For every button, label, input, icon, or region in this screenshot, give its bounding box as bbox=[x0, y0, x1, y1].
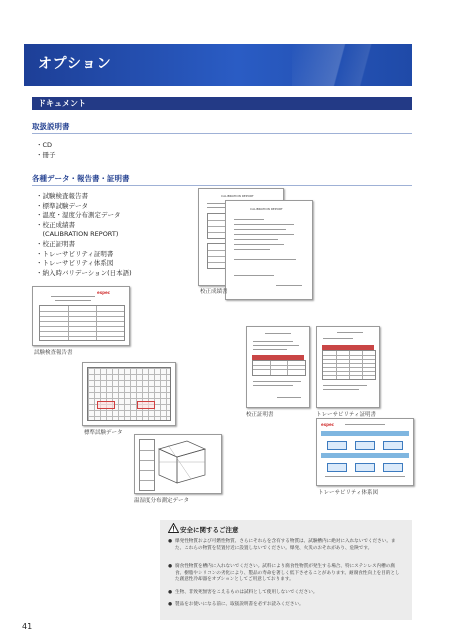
caption-inspection-report: 試験検査報告書 bbox=[34, 350, 73, 356]
reports-list bbox=[36, 192, 132, 278]
reports-heading-rule bbox=[32, 185, 412, 186]
section-bar bbox=[32, 97, 412, 110]
notice-item-text: 生物、非致死無害をこえるものは試料として使用しないでください。 bbox=[175, 590, 318, 595]
notice-item: ● 腐食性物質を槽内に入れないでください。試料により腐食性物質が発生する場合、特にステンレス内槽の腐食、樹脂やシリコンの劣化により、製品の寿命を著しく低下させることがあります。耐腐食性向上を目的とした創意性冷却器をオプションとしてご用意しております。 bbox=[168, 564, 404, 584]
safety-notice bbox=[160, 520, 412, 620]
list-item: ・温度・湿度分布測定データ bbox=[36, 211, 121, 220]
standard-test-data-doc bbox=[82, 362, 176, 426]
page-number: 41 bbox=[22, 622, 33, 631]
page-header-banner bbox=[24, 44, 412, 86]
test-data-graph bbox=[87, 367, 171, 421]
caption-standard-test-data-visible: 標準試験データ bbox=[84, 430, 123, 436]
manual-list bbox=[36, 141, 56, 160]
notice-item: ● 爆発性物質および可燃性物質、さらにそれらを含有する物質は、試験槽内に絶対に入れないでください。また、これらの物質を装置付近に設置しないでください。爆発、火災のおそれがあり、危険です。 bbox=[168, 539, 404, 552]
reports-heading: 各種データ・報告書・証明書 bbox=[32, 174, 130, 183]
list-item: ・冊子 bbox=[36, 150, 56, 159]
list-item: ・標準試験データ bbox=[36, 201, 88, 210]
list-item: ・校正成績書 bbox=[36, 220, 75, 229]
calibration-report-page-front bbox=[225, 200, 313, 300]
safety-notice-title: 安全に関するご注意 bbox=[180, 526, 239, 534]
traceability-chart-doc bbox=[316, 418, 414, 486]
inspection-report-doc bbox=[32, 286, 130, 346]
traceability-certificate-doc bbox=[316, 326, 380, 408]
caption-distribution-data: 温湿度分布測定データ bbox=[134, 498, 190, 504]
notice-item-text: 爆発性物質および可燃性物質、さらにそれらを含有する物質は、試験槽内に絶対に入れないでください。また、これらの物質を装置付近に設置しないでください。爆発、火災のおそれがあり、危険です。 bbox=[175, 539, 396, 551]
calibration-report-title: CALIBRATION REPORT bbox=[250, 207, 283, 211]
section-title: ドキュメント bbox=[38, 99, 86, 108]
manual-heading-rule bbox=[32, 133, 412, 134]
list-item: ・納入時バリデーション(日本語) bbox=[36, 268, 132, 277]
banner-decoration bbox=[292, 44, 412, 86]
calibration-certificate-doc bbox=[246, 326, 310, 408]
list-item: ・トレーサビリティ体系図 bbox=[36, 259, 114, 268]
calibration-report-title: CALIBRATION REPORT bbox=[221, 194, 254, 198]
espec-logo: espec bbox=[97, 290, 111, 295]
list-item: ・校正証明書 bbox=[36, 239, 75, 248]
list-item: ・トレーサビリティ証明書 bbox=[36, 249, 114, 258]
notice-item-text: 製品をお使いになる前に、取扱説明書を必ずお読みください。 bbox=[175, 602, 304, 607]
manual-heading: 取扱説明書 bbox=[32, 122, 70, 131]
caption-traceability-certificate: トレーサビリティ証明書 bbox=[316, 412, 376, 418]
notice-item: ● 生物、非致死無害をこえるものは試料として使用しないでください。 bbox=[168, 590, 404, 597]
notice-item: ● 製品をお使いになる前に、取扱説明書を必ずお読みください。 bbox=[168, 602, 404, 609]
caption-calibration-certificate: 校正証明書 bbox=[246, 412, 274, 418]
caption-traceability-chart: トレーサビリティ体系図 bbox=[318, 490, 378, 496]
list-item: ・試験検査報告書 bbox=[36, 192, 88, 200]
caption-calibration-report: 校正成績書 bbox=[200, 289, 228, 295]
list-item: ・CD bbox=[36, 141, 53, 149]
warning-icon bbox=[168, 523, 179, 533]
list-item: (CALIBRATION REPORT) bbox=[36, 230, 119, 239]
page-title: オプション bbox=[38, 56, 112, 72]
notice-item-text: 腐食性物質を槽内に入れないでください。試料により腐食性物質が発生する場合、特にステンレス内槽の腐食、樹脂やシリコンの劣化により、製品の寿命を著しく低下させることがあります。耐腐食性向上を目的とした創意性冷却器をオプションとしてご用意しております。 bbox=[175, 564, 400, 583]
espec-logo: espec bbox=[321, 422, 335, 427]
distribution-data-doc bbox=[134, 434, 222, 494]
